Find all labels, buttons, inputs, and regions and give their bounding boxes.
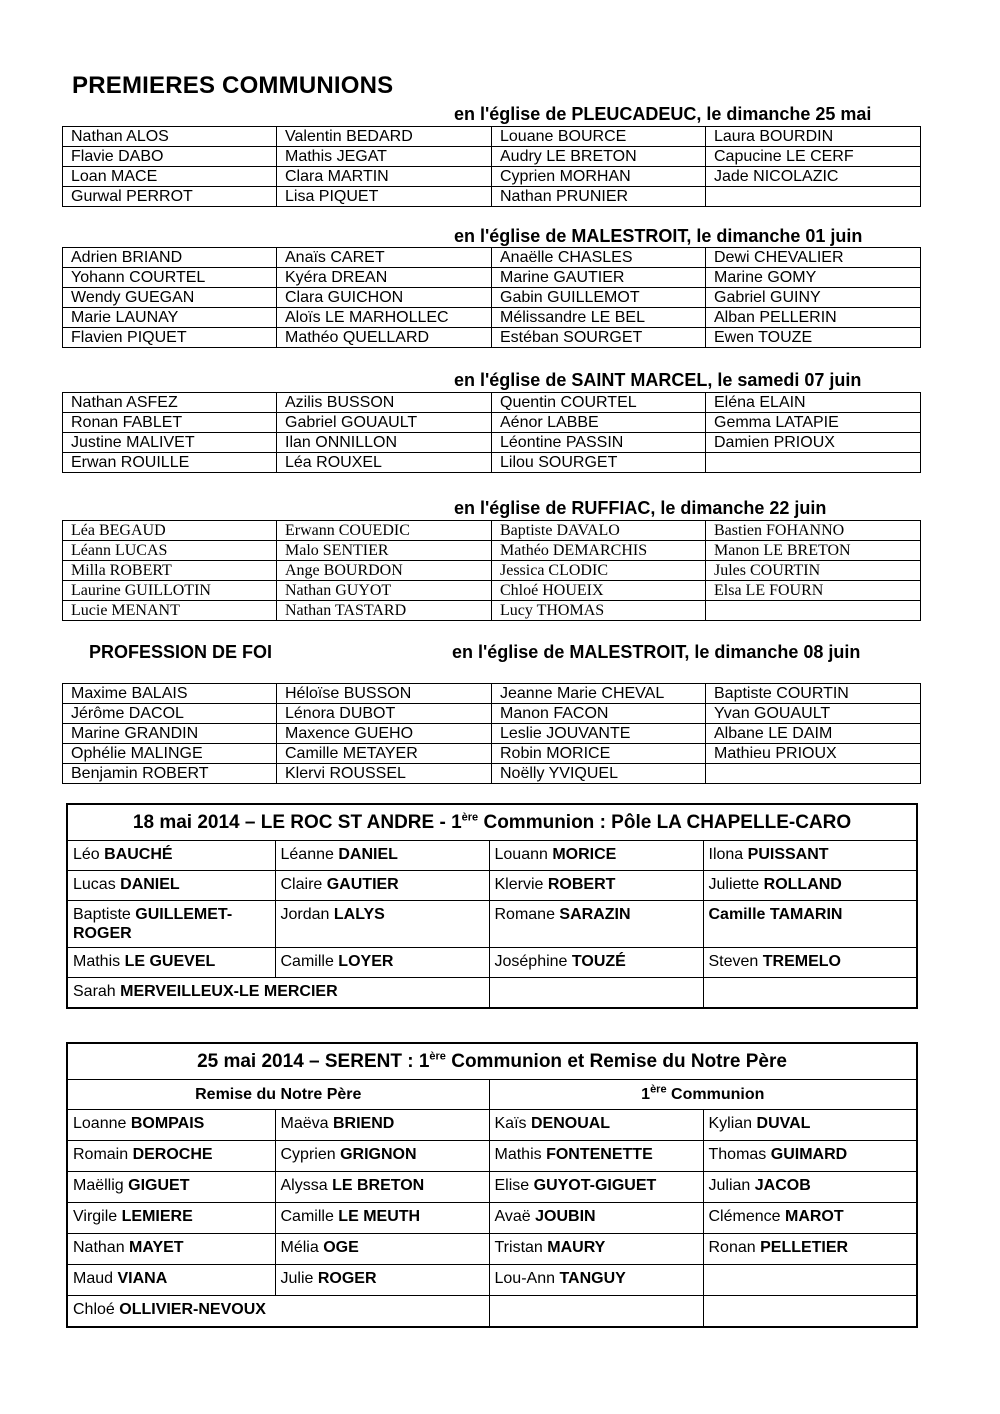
name-cell: Anaïs CARET [277,248,492,268]
names-table-saint-marcel [62,392,921,473]
empty-cell [703,1296,917,1328]
first-name: Maëllig [73,1177,129,1194]
name-cell: Yohann COURTEL [63,268,277,288]
name-cell: Nathan GUYOT [277,581,492,601]
name-cell [703,1172,917,1203]
name-cell: Jeanne Marie CHEVAL [492,684,706,704]
name-cell: Maxence GUEHO [277,724,492,744]
surname: DENOUAL [530,1115,611,1132]
table-row [63,541,921,561]
roc-header-row [67,804,917,841]
first-name: Jordan [280,906,334,923]
name-cell: Camille METAYER [277,744,492,764]
surname: DANIEL [120,876,180,893]
names-table-pleucadeuc [62,126,921,207]
surname: JOUBIN [535,1208,596,1225]
name-cell: Jérôme DACOL [63,704,277,724]
name-cell: Justine MALIVET [63,433,277,453]
surname: MORICE [552,846,617,863]
name-cell [67,948,275,978]
surname: OGE [323,1239,359,1256]
name-cell: Clara MARTIN [277,167,492,187]
names-table-ruffiac [62,520,921,621]
name-cell: Jade NICOLAZIC [706,167,921,187]
first-name: Lou-Ann [494,1270,560,1287]
name-cell: Cyprien MORHAN [492,167,706,187]
name-cell: Ilan ONNILLON [277,433,492,453]
table-row [63,328,921,348]
name-cell: Kyéra DREAN [277,268,492,288]
name-cell [489,901,703,948]
surname: GUILLEMET-ROGER [73,906,233,942]
first-name: Claire [280,876,327,893]
name-cell [703,841,917,871]
surname: PELLETIER [760,1239,849,1256]
name-cell: Alban PELLERIN [706,308,921,328]
section-heading-saint-marcel: en l'église de SAINT MARCEL, le samedi 07 juin [454,370,862,390]
name-cell [275,1203,489,1234]
surname: VIANA [117,1270,168,1287]
surname: BRIEND [332,1115,395,1132]
name-cell [275,841,489,871]
name-cell [703,1110,917,1141]
serent-header: 25 mai 2014 – SERENT : 1ère Communion et Remise du Notre Père [67,1043,917,1080]
surname: GUYOT-GIGUET [533,1177,657,1194]
name-cell: Klervi ROUSSEL [277,764,492,784]
first-name: Léanne [280,846,339,863]
first-name: Maud [73,1270,118,1287]
name-cell: Gemma LATAPIE [706,413,921,433]
page-title: PREMIERES COMMUNIONS [72,72,394,99]
table-row [67,1296,917,1328]
name-cell [703,871,917,901]
name-cell [67,1110,275,1141]
section-heading-profession: en l'église de MALESTROIT, le dimanche 08 juin [452,642,861,662]
empty-cell [489,978,703,1009]
table-row [63,724,921,744]
empty-cell [489,1296,703,1328]
table-row [67,1141,917,1172]
surname: DUVAL [756,1115,811,1132]
name-cell: Ophélie MALINGE [63,744,277,764]
name-cell [489,1234,703,1265]
table-row [67,1234,917,1265]
surname: DANIEL [338,846,398,863]
name-cell: Manon LE BRETON [706,541,921,561]
table-row [63,764,921,784]
name-cell [706,601,921,621]
name-cell: Azilis BUSSON [277,393,492,413]
name-cell: Leslie JOUVANTE [492,724,706,744]
name-cell [489,871,703,901]
name-cell: Erwan ROUILLE [63,453,277,473]
name-cell: Jessica CLODIC [492,561,706,581]
name-cell: Aénor LABBE [492,413,706,433]
name-cell: Lisa PIQUET [277,187,492,207]
first-name: Chloé [73,1301,120,1318]
name-cell [703,1234,917,1265]
name-cell [703,1141,917,1172]
first-name: Joséphine [494,953,572,970]
table-row [67,948,917,978]
name-cell: Lucie MENANT [63,601,277,621]
first-name: Virgile [73,1208,122,1225]
name-cell: Baptiste COURTIN [706,684,921,704]
surname: ROBERT [547,876,616,893]
surname: TOUZÉ [571,953,626,970]
name-cell [67,871,275,901]
section-heading-malestroit: en l'église de MALESTROIT, le dimanche 01 juin [454,226,863,246]
name-cell: Capucine LE CERF [706,147,921,167]
name-cell: Léa ROUXEL [277,453,492,473]
name-cell [489,1110,703,1141]
name-cell: Yvan GOUAULT [706,704,921,724]
name-cell: Damien PRIOUX [706,433,921,453]
name-cell: Milla ROBERT [63,561,277,581]
name-cell: Gabin GUILLEMOT [492,288,706,308]
surname: LE MEUTH [338,1208,421,1225]
name-cell: Mélissandre LE BEL [492,308,706,328]
name-cell: Marie LAUNAY [63,308,277,328]
name-cell [489,1141,703,1172]
table-row [63,744,921,764]
table-row [63,187,921,207]
name-cell: Mathieu PRIOUX [706,744,921,764]
table-row [63,288,921,308]
name-cell: Aloïs LE MARHOLLEC [277,308,492,328]
name-cell: Albane LE DAIM [706,724,921,744]
surname: SARAZIN [559,906,631,923]
first-name: Ilona [708,846,748,863]
first-name: Léo [73,846,105,863]
table-row [63,704,921,724]
serent-header-row [67,1043,917,1080]
surname: JACOB [754,1177,811,1194]
surname: FONTENETTE [546,1146,653,1163]
surname: GRIGNON [340,1146,417,1163]
table-row [63,561,921,581]
names-table-profession [62,683,921,784]
name-cell [703,948,917,978]
first-name: Steven [708,953,763,970]
surname: LALYS [333,906,385,923]
surname: LE GUEVEL [124,953,216,970]
name-cell [275,1110,489,1141]
name-cell: Laura BOURDIN [706,127,921,147]
name-cell: Estéban SOURGET [492,328,706,348]
name-cell [67,1234,275,1265]
roc-header: 18 mai 2014 – LE ROC ST ANDRE - 1ère Communion : Pôle LA CHAPELLE-CARO [67,804,917,841]
name-cell [489,948,703,978]
first-name: Elise [494,1177,534,1194]
serent-table [66,1042,918,1328]
first-name: Alyssa [280,1177,333,1194]
table-row [67,1172,917,1203]
surname: BOMPAIS [130,1115,205,1132]
table-row [67,1265,917,1296]
name-cell [706,453,921,473]
surname: TANGUY [559,1270,626,1287]
table-row [67,1110,917,1141]
name-cell [67,1296,489,1328]
table-row [63,248,921,268]
first-name: Julie [280,1270,318,1287]
surname: GUIMARD [770,1146,848,1163]
table-row [67,978,917,1009]
table-row [67,871,917,901]
name-cell: Gabriel GOUAULT [277,413,492,433]
name-cell [67,841,275,871]
section-heading-ruffiac: en l'église de RUFFIAC, le dimanche 22 juin [454,498,827,518]
names-table-malestroit [62,247,921,348]
table-row [63,393,921,413]
name-cell: Ewen TOUZE [706,328,921,348]
surname: TREMELO [762,953,841,970]
name-cell: Baptiste DAVALO [492,521,706,541]
table-row [63,308,921,328]
surname: BAUCHÉ [104,846,173,863]
table-row [63,147,921,167]
first-name: Mélia [280,1239,324,1256]
section-heading-pleucadeuc: en l'église de PLEUCADEUC, le dimanche 25 mai [454,104,872,124]
name-cell [489,1172,703,1203]
name-cell [275,901,489,948]
name-cell: Audry LE BRETON [492,147,706,167]
name-cell: Malo SENTIER [277,541,492,561]
table-row [63,684,921,704]
first-name: Mathis [494,1146,547,1163]
surname: MAYET [129,1239,184,1256]
first-name: Tristan [494,1239,548,1256]
name-cell: Noëlly YVIQUEL [492,764,706,784]
name-cell: Gabriel GUINY [706,288,921,308]
first-name: Louann [494,846,553,863]
surname: ROGER [317,1270,377,1287]
first-name: Romain [73,1146,133,1163]
name-cell: Nathan PRUNIER [492,187,706,207]
name-cell: Marine GRANDIN [63,724,277,744]
first-name: Avaë [494,1208,536,1225]
first-name: Mathis [73,953,125,970]
table-row [63,413,921,433]
table-row [63,167,921,187]
name-cell [489,841,703,871]
first-name: Nathan [73,1239,130,1256]
name-cell [67,1265,275,1296]
first-name: Sarah [73,983,121,1000]
table-row [67,901,917,948]
name-cell: Marine GAUTIER [492,268,706,288]
name-cell: Lénora DUBOT [277,704,492,724]
first-name: Clémence [708,1208,785,1225]
name-cell [489,1203,703,1234]
surname: OLLIVIER-NEVOUX [119,1301,266,1318]
surname: GIGUET [128,1177,190,1194]
name-cell [275,1265,489,1296]
name-cell [67,1172,275,1203]
name-cell: Léontine PASSIN [492,433,706,453]
name-cell [489,1265,703,1296]
roc-st-andre-table [66,803,918,1009]
name-cell: Maxime BALAIS [63,684,277,704]
name-cell: Anaëlle CHASLES [492,248,706,268]
table-row [63,268,921,288]
table-row [67,1203,917,1234]
table-row [63,521,921,541]
name-cell [706,187,921,207]
first-name: Camille [280,953,339,970]
name-cell [703,1203,917,1234]
serent-subheader-left: Remise du Notre Père [67,1080,489,1110]
name-cell: Bastien FOHANNO [706,521,921,541]
name-cell [275,1172,489,1203]
name-cell: Clara GUICHON [277,288,492,308]
name-cell: Louane BOURCE [492,127,706,147]
first-name: Kylian [708,1115,757,1132]
surname: Camille TAMARIN [708,906,843,923]
name-cell: Flavie DABO [63,147,277,167]
serent-subheader-right: 1ère Communion [489,1080,917,1110]
table-row [63,581,921,601]
surname: LE BRETON [332,1177,425,1194]
name-cell: Wendy GUEGAN [63,288,277,308]
name-cell: Mathis JEGAT [277,147,492,167]
name-cell: Ronan FABLET [63,413,277,433]
name-cell [703,901,917,948]
name-cell: Léa BEGAUD [63,521,277,541]
name-cell: Valentin BEDARD [277,127,492,147]
name-cell [703,1265,917,1296]
name-cell: Quentin COURTEL [492,393,706,413]
name-cell: Loan MACE [63,167,277,187]
first-name: Lucas [73,876,121,893]
name-cell: Erwann COUEDIC [277,521,492,541]
name-cell: Gurwal PERROT [63,187,277,207]
name-cell [67,901,275,948]
surname: LOYER [338,953,394,970]
first-name: Ronan [708,1239,761,1256]
name-cell [67,1203,275,1234]
name-cell: Lilou SOURGET [492,453,706,473]
surname: MAURY [547,1239,606,1256]
surname: ROLLAND [763,876,842,893]
name-cell: Laurine GUILLOTIN [63,581,277,601]
name-cell: Elsa LE FOURN [706,581,921,601]
name-cell: Chloé HOUEIX [492,581,706,601]
table-row [63,433,921,453]
name-cell [275,948,489,978]
first-name: Julian [708,1177,755,1194]
first-name: Cyprien [280,1146,341,1163]
name-cell [275,1234,489,1265]
first-name: Juliette [708,876,764,893]
surname: DEROCHE [132,1146,213,1163]
name-cell: Benjamin ROBERT [63,764,277,784]
first-name: Klervie [494,876,548,893]
name-cell [275,1141,489,1172]
name-cell [706,764,921,784]
table-row [63,127,921,147]
serent-subheader-row [67,1080,917,1110]
name-cell: Robin MORICE [492,744,706,764]
surname: GAUTIER [326,876,399,893]
name-cell: Ange BOURDON [277,561,492,581]
first-name: Thomas [708,1146,771,1163]
table-row [67,841,917,871]
name-cell [275,871,489,901]
name-cell: Nathan TASTARD [277,601,492,621]
surname: LEMIERE [121,1208,193,1225]
name-cell: Flavien PIQUET [63,328,277,348]
profession-label: PROFESSION DE FOI [89,642,273,662]
name-cell: Lucy THOMAS [492,601,706,621]
name-cell: Mathéo QUELLARD [277,328,492,348]
first-name: Baptiste [73,906,136,923]
name-cell: Dewi CHEVALIER [706,248,921,268]
table-row [63,453,921,473]
name-cell: Adrien BRIAND [63,248,277,268]
name-cell: Mathéo DEMARCHIS [492,541,706,561]
first-name: Camille [280,1208,339,1225]
name-cell [67,978,489,1009]
name-cell [67,1141,275,1172]
name-cell: Héloïse BUSSON [277,684,492,704]
name-cell: Léann LUCAS [63,541,277,561]
surname: PUISSANT [747,846,829,863]
first-name: Romane [494,906,560,923]
surname: MAROT [784,1208,844,1225]
name-cell: Eléna ELAIN [706,393,921,413]
name-cell: Marine GOMY [706,268,921,288]
first-name: Kaïs [494,1115,531,1132]
first-name: Loanne [73,1115,131,1132]
name-cell: Nathan ALOS [63,127,277,147]
name-cell: Manon FACON [492,704,706,724]
table-row [63,601,921,621]
name-cell: Jules COURTIN [706,561,921,581]
name-cell: Nathan ASFEZ [63,393,277,413]
first-name: Maëva [280,1115,333,1132]
surname: MERVEILLEUX-LE MERCIER [120,983,338,1000]
empty-cell [703,978,917,1009]
